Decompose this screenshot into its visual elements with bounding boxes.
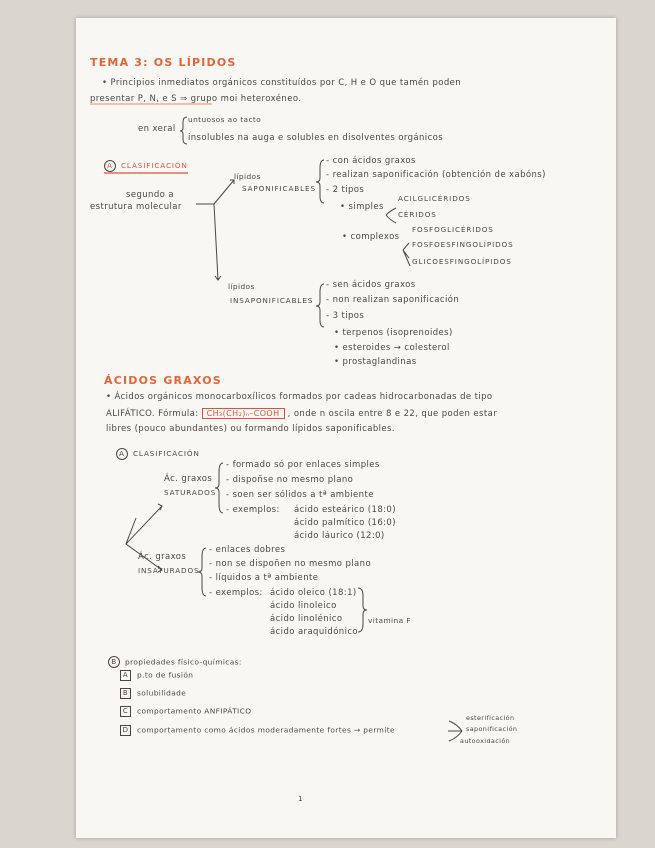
insat-example-1: ácido oleico (18:1) [270,588,357,598]
intro-line-1: • Principios inmediatos orgánicos constituídos por C, H e O que tamén poden [102,78,462,88]
insat-item-2: - non se dispoñen no mesmo plano [209,559,372,569]
sat-item-1: - formado só por enlaces simples [226,460,380,470]
complexos-item-1: FOSFOGLICÉRIDOS [412,225,494,234]
section-a-icon: A [104,160,116,172]
sap-item-1: - con ácidos graxos [326,156,416,166]
simples-item-1: ACILGLICÉRIDOS [398,194,471,203]
sat-example-3: ácido láurico (12:0) [294,531,385,541]
root-label-2: estrutura molecular [90,202,182,212]
insaponificables-label-1: lípidos [228,282,255,291]
sap-item-3: - 2 tipos [326,185,365,195]
insat-examples-label: - exemplos: [209,588,263,598]
prop-item-1: A p.to de fusión [120,670,193,681]
simples-label: • simples [340,202,384,212]
insaponificables-label-2: INSAPONIFICABLES [230,296,314,305]
sat-example-2: ácido palmítico (16:0) [294,518,396,528]
formula-box: CH₃(CH₂)ₙ–COOH [202,408,285,419]
insat-example-2: ácido linoleico [270,601,337,611]
sat-item-3: - soen ser sólidos a tª ambiente [226,490,374,500]
saturados-label-2: SATURADOS [164,488,217,497]
sat-item-2: - dispoñse no mesmo plano [226,475,354,485]
general-label: en xeral [138,124,176,134]
general-item-2: insolubles na auga e solubles en disolventes orgánicos [188,133,444,143]
insap-type-1: • terpenos (isoprenoides) [334,328,453,338]
saponificables-label-1: lípidos [234,172,261,181]
insaturados-label-2: INSATURADOS [138,566,200,575]
acidos-clasificacion-heading: A CLASIFICACIÓN [116,448,200,460]
prop-item-2: B solubilidade [120,688,186,699]
acidos-para-3: libres (pouco abundantes) ou formando lípidos saponificables. [106,424,395,434]
propiedades-heading: B propiedades físico-químicas: [108,656,242,668]
complexos-item-3: GLICOESFINGOLÍPIDOS [412,257,512,266]
sat-examples-label: - exemplos: [226,505,280,515]
acidos-para-2: ALIFÁTICO. Fórmula: CH₃(CH₂)ₙ–COOH , onde n oscila entre 8 e 22, que poden estar [106,409,498,419]
section-b-icon: B [108,656,120,668]
insap-item-1: - sen ácidos graxos [326,280,416,290]
complexos-label: • complexos [342,232,400,242]
page-title: TEMA 3: OS LÍPIDOS [90,56,237,69]
insat-item-3: - líquidos a tª ambiente [209,573,319,583]
saturados-label-1: Ác. graxos [164,474,213,484]
insat-example-4: ácido araquidónico [270,627,359,637]
insap-item-3: - 3 tipos [326,311,365,321]
section-a-icon: A [116,448,128,460]
intro-line-2: presentar P, N, e S ⇒ grupo moi heteroxéneo. [90,94,302,104]
sat-example-1: ácido esteárico (18:0) [294,505,396,515]
notebook-page [76,18,616,838]
acidos-title: ÁCIDOS GRAXOS [104,374,222,387]
root-label-1: segundo a [126,190,174,200]
insaturados-label-1: Ác. graxos [138,552,187,562]
insat-item-1: - enlaces dobres [209,545,286,555]
insap-item-2: - non realizan saponificación [326,295,460,305]
complexos-item-2: FOSFOESFINGOLÍPIDOS [412,240,514,249]
insap-type-3: • prostaglandinas [334,357,417,367]
general-item-1: untuosos ao tacto [188,115,262,124]
permite-item-2: saponificación [466,725,518,733]
simples-item-2: CÉRIDOS [398,210,437,219]
insat-example-3: ácido linolénico [270,614,343,624]
saponificables-label-2: SAPONIFICABLES [242,184,316,193]
permite-item-3: autooxidación [460,737,511,745]
prop-item-4: D comportamento como ácidos moderadamente fortes → permite [120,725,395,736]
sap-item-2: - realizan saponificación (obtención de xabóns) [326,170,546,180]
page-number: 1 [298,794,304,803]
acidos-para-1: • Ácidos orgánicos monocarboxílicos formados por cadeas hidrocarbonadas de tipo [106,392,493,402]
permite-item-1: esterificación [466,714,515,722]
prop-item-3: C comportamento ANFIPÁTICO [120,706,251,717]
insap-type-2: • esteroides → colesterol [334,343,450,353]
vitamina-f-label: vitamina F [368,616,411,625]
clasificacion-heading: A CLASIFICACIÓN [104,160,188,172]
